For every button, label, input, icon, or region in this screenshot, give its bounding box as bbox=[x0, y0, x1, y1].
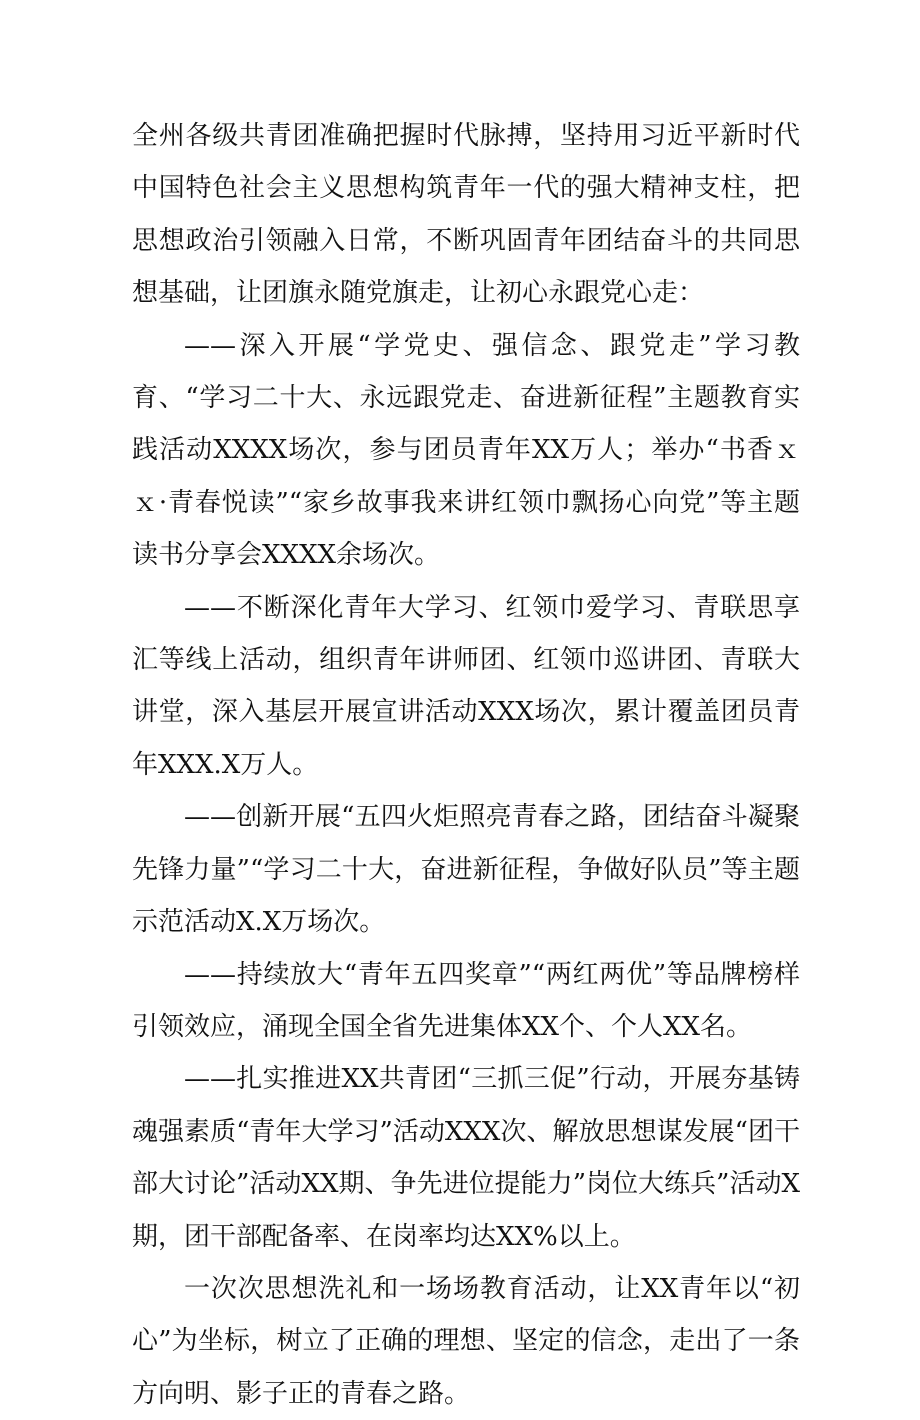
paragraph-intro: 全州各级共青团准确把握时代脉搏，坚持用习近平新时代中国特色社会主义思想构筑青年一代的强大精神支柱，把思想政治引领融入日常，不断巩固青年团结奋斗的共同思想基础，让团旗永随党旗走，让初心永跟党心走： bbox=[132, 121, 800, 309]
paragraph-conclusion: 一次次思想洗礼和一场场教育活动，让XX青年以“初心”为坐标，树立了正确的理想、坚定的信念，走出了一条方向明、影子正的青春之路。 bbox=[132, 1273, 800, 1409]
paragraph-study-education: ——深入开展“学党史、强信念、跟党走”学习教育、“学习二十大、永远跟党走、奋进新征程”主题教育实践活动XXXX场次，参与团员青年XX万人；举办“书香ｘｘ·青春悦读”“家乡故事我来讲红领巾飘扬心向党”等主题读书分享会XXXX余场次。 bbox=[132, 330, 800, 571]
paragraph-demo-activities: ——创新开展“五四火炬照亮青春之路，团结奋斗凝聚先锋力量”“学习二十大，奋进新征程，争做好队员”等主题示范活动X.X万场次。 bbox=[132, 802, 800, 938]
paragraph-role-models: ——持续放大“青年五四奖章”“两红两优”等品牌榜样引领效应，涌现全国全省先进集体XX个、个人XX名。 bbox=[132, 959, 800, 1042]
paragraph-three-grasps: ——扎实推进XX共青团“三抓三促”行动，开展夯基铸魂强素质“青年大学习”活动XXX次、解放思想谋发展“团干部大讨论”活动XX期、争先进位提能力”岗位大练兵”活动X期，团干部配备率、在岗率均达XX%以上。 bbox=[132, 1064, 800, 1252]
document-body bbox=[132, 110, 800, 1420]
paragraph-online-activities: ——不断深化青年大学习、红领巾爱学习、青联思享汇等线上活动，组织青年讲师团、红领巾巡讲团、青联大讲堂，深入基层开展宣讲活动XXX场次，累计覆盖团员青年XXX.X万人。 bbox=[132, 592, 800, 780]
